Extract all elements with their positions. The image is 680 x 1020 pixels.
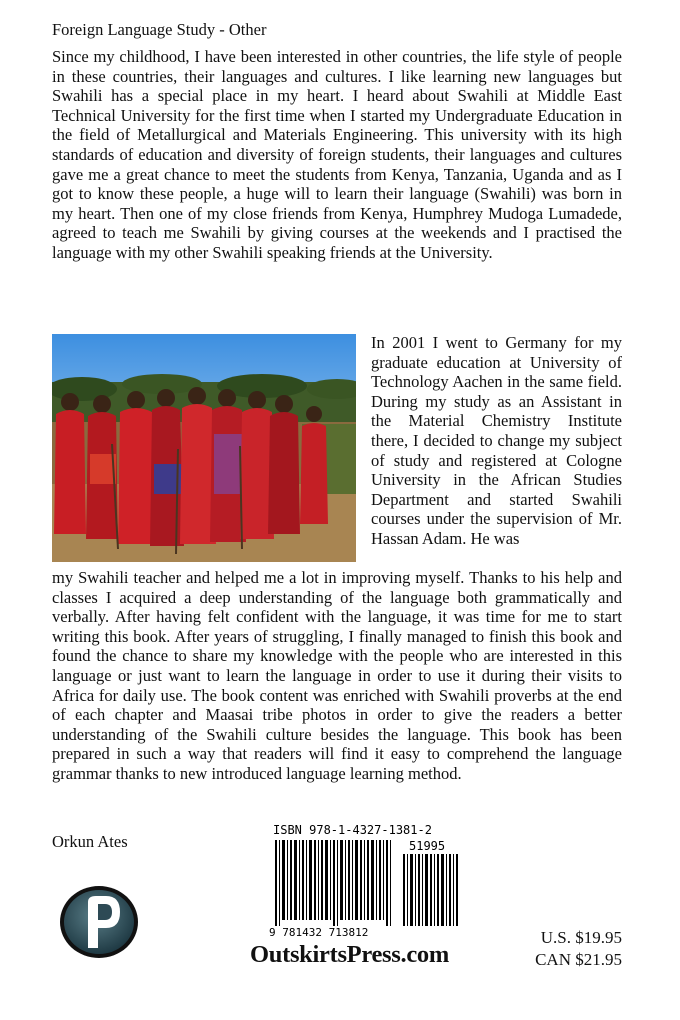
isbn-label: ISBN 978-1-4327-1381-2 (273, 823, 432, 837)
description-paragraph-1: Since my childhood, I have been interested in other countries, the life style of people in these countries, their languages and cultures. I like learning new languages but Swahili has a special place in my heart. I heard about Swahili at Middle East Technical University for the first time when I started my Undergraduate Education in the field of Metallurgical and Materials Engineering. This university with its high standards of education and diversity of foreign students, their languages and cultures gave me a great chance to meet the students from Kenya, Tanzania, Uganda and as I got to know these people, a huge will to learn their language (Swahili) was born in my heart. Then one of my close friends from Kenya, Humphrey Mudoga Lumadede, agreed to teach me Swahili by giving courses at the weekends and I practised the language with my other Swahili speaking friends at the University. (52, 47, 622, 262)
publisher-logo-icon (58, 884, 140, 960)
price-can: CAN $21.95 (535, 950, 622, 969)
price-us: U.S. $19.95 (540, 928, 622, 947)
description-paragraph-3: my Swahili teacher and helped me a lot in improving myself. Thanks to his help and classes I acquired a deep understanding of the language both grammatically and verbally. After having felt confident with the language, it was time for me to start writing this book. After years of struggling, I finally managed to finish this book and found the chance to share my knowledge with the people who are interested in this language or just want to learn the language in order to use it during their visits to Africa for daily use. The book content was enriched with Swahili proverbs at the end of each chapter and Maasai tribe photos in order to give the readers a better understanding of the Swahili culture besides the language. This book has been prepared in such a way that readers will find it easy to comprehend the language grammar thanks to new introduced language learning method. (52, 568, 622, 783)
ean-digits: 9 781432 713812 (269, 926, 369, 938)
category-label: Foreign Language Study - Other (52, 20, 267, 39)
price-addon-bars (403, 854, 458, 926)
publisher-website: OutskirtsPress.com (250, 941, 449, 968)
ean-bars (275, 840, 391, 926)
author-name: Orkun Ates (52, 832, 128, 851)
maasai-group-photo (52, 334, 356, 562)
price-code: 51995 (409, 839, 446, 853)
description-paragraph-2: In 2001 I went to Germany for my graduate education at University of Technology Aachen in the same field. During my study as an Assistant in the Material Chemistry Institute there, I decided to change my subject of study and registered at Cologne University in the African Studies Department and started Swahili courses under the supervision of Mr. Hassan Adam. He was (371, 333, 622, 548)
isbn-barcode (265, 822, 465, 938)
